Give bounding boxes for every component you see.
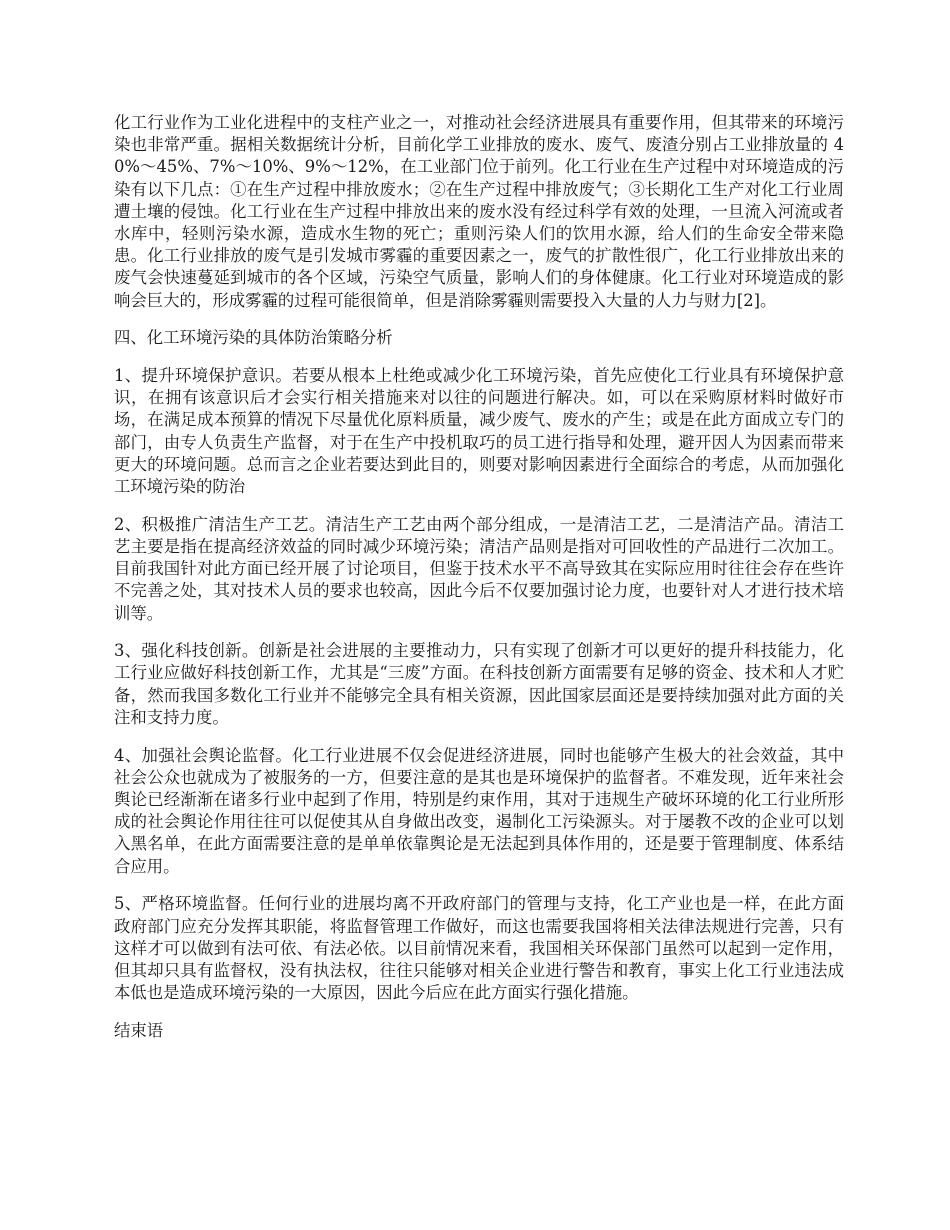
paragraph-strategy-1: 1、提升环境保护意识。若要从根本上杜绝或减少化工环境污染，首先应使化工行业具有环境保护意识，在拥有该意识后才会实行相关措施来对以往的问题进行解决。如，可以在采购原材料时做好市场，在满足成本预算的情况下尽量优化原料质量，减少废气、废水的产生；或是在此方面成立专门的部门，由专人负责生产监督，对于在生产中投机取巧的员工进行指导和处理，避开因人为因素而带来更大的环境问题。总而言之企业若要达到此目的，则要对影响因素进行全面综合的考虑，从而加强化工环境污染的防治 (114, 366, 844, 497)
section-heading-conclusion: 结束语 (114, 1020, 164, 1040)
document-body (114, 112, 844, 1058)
paragraph-strategy-2: 2、积极推广清洁生产工艺。清洁生产工艺由两个部分组成，一是清洁工艺，二是清洁产品。清洁工艺主要是指在提高经济效益的同时减少环境污染；清洁产品则是指对可回收性的产品进行二次加工。目前我国针对此方面已经开展了讨论项目，但鉴于技术水平不高导致其在实际应用时往往会存在些许不完善之处，其对技术人员的要求也较高，因此今后不仅要加强讨论力度，也要针对人才进行技术培训等。 (114, 514, 844, 623)
section-heading-prevention-strategies: 四、化工环境污染的具体防治策略分析 (114, 328, 393, 348)
paragraph-strategy-3: 3、强化科技创新。创新是社会进展的主要推动力，只有实现了创新才可以更好的提升科技能力，化工行业应做好科技创新工作，尤其是“三废”方面。在科技创新方面需要有足够的资金、技术和人才贮备，然而我国多数化工行业并不能够完全具有相关资源，因此国家层面还是要持续加强对此方面的关注和支持力度。 (114, 641, 844, 727)
paragraph-strategy-4: 4、加强社会舆论监督。化工行业进展不仅会促进经济进展，同时也能够产生极大的社会效益，其中社会公众也就成为了被服务的一方，但要注意的是其也是环境保护的监督者。不难发现，近年来社会舆论已经渐渐在诸多行业中起到了作用，特别是约束作用，其对于违规生产破坏环境的化工行业所形成的社会舆论作用往往可以促使其从自身做出改变，遏制化工污染源头。对于屡教不改的企业可以划入黑名单，在此方面需要注意的是单单依靠舆论是无法起到具体作用的，还是要于管理制度、体系结合应用。 (114, 745, 844, 876)
paragraph-pollution-overview: 化工行业作为工业化进程中的支柱产业之一，对推动社会经济进展具有重要作用，但其带来的环境污染也非常严重。据相关数据统计分析，目前化学工业排放的废水、废气、废渣分别占工业排放量的 40%～45%、7%～10%、9%～12%，在工业部门位于前列。化工行业在生产过程中对环境造成的污染有以下几点：①在生产过程中排放废水；②在生产过程中排放废气；③长期化工生产对化工行业周遭土壤的侵蚀。化工行业在生产过程中排放出来的废水没有经过科学有效的处理，一旦流入河流或者水库中，轻则污染水源，造成水生物的死亡；重则污染人们的饮用水源，给人们的生命安全带来隐患。化工行业排放的废气是引发城市雾霾的重要因素之一，废气的扩散性很广，化工行业排放出来的废气会快速蔓延到城市的各个区域，污染空气质量，影响人们的身体健康。化工行业对环境造成的影响会巨大的，形成雾霾的过程可能很简单，但是消除雾霾则需要投入大量的人力与财力[2]。 (114, 113, 844, 310)
paragraph-strategy-5: 5、严格环境监督。任何行业的进展均离不开政府部门的管理与支持，化工产业也是一样，在此方面政府部门应充分发挥其职能，将监督管理工作做好，而这也需要我国将相关法律法规进行完善，只有这样才可以做到有法可依、有法必依。以目前情况来看，我国相关环保部门虽然可以起到一定作用，但其却只具有监督权，没有执法权，往往只能够对相关企业进行警告和教育，事实上化工行业违法成本低也是造成环境污染的一大原因，因此今后应在此方面实行强化措施。 (114, 894, 844, 1003)
